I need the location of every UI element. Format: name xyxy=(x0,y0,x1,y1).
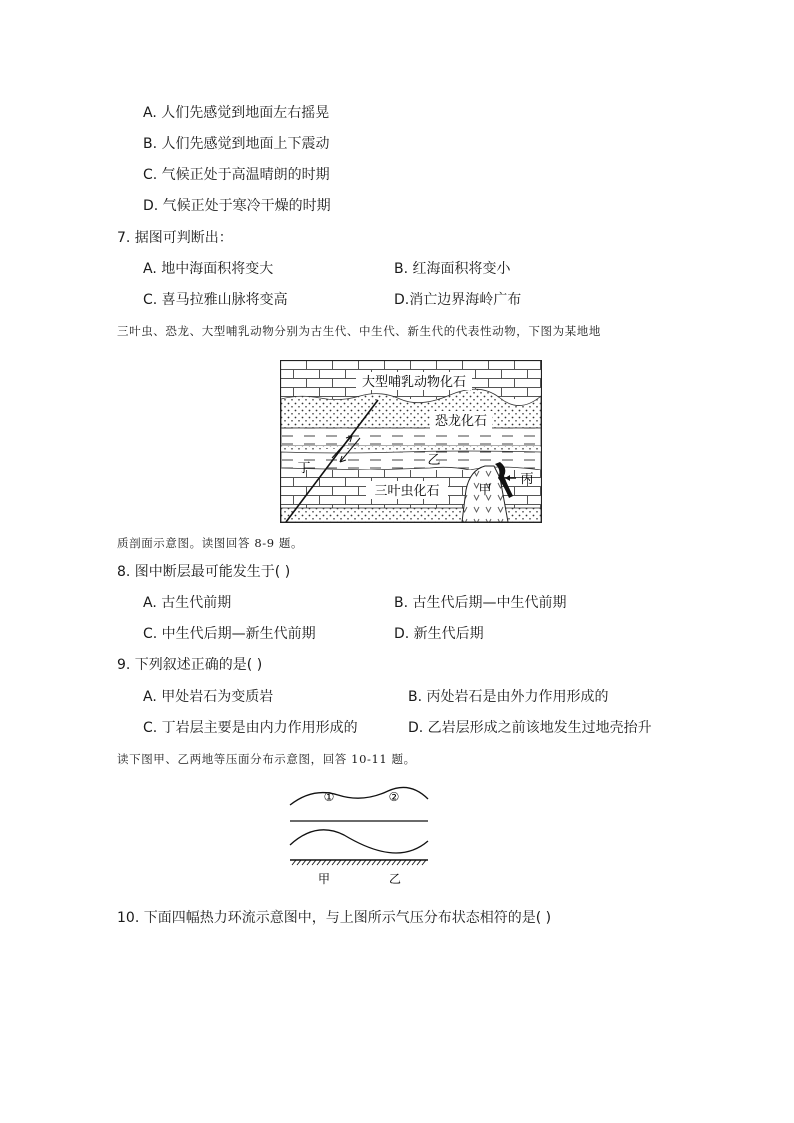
q8-option-a: A. 古生代前期 xyxy=(143,595,232,611)
q7-option-c: C. 喜马拉雅山脉将变高 xyxy=(143,292,288,308)
q9-stem: 9. 下列叙述正确的是( ) xyxy=(117,657,263,673)
q7-option-b: B. 红海面积将变小 xyxy=(394,261,511,277)
jia-label: 甲 xyxy=(478,483,492,498)
intro-10-11: 读下图甲、乙两地等压面分布示意图，回答 10-11 题。 xyxy=(117,752,416,766)
lower-isobar-curve xyxy=(290,830,428,853)
q7-stem: 7. 据图可判断出： xyxy=(117,230,233,246)
mark-2: ② xyxy=(388,790,400,804)
q6-option-c: C. 气候正处于高温晴朗的时期 xyxy=(143,167,330,183)
q10-stem: 10. 下面四幅热力环流示意图中，与上图所示气压分布状态相符的是( ) xyxy=(117,910,552,926)
yi-location-label: 乙 xyxy=(388,872,402,886)
q6-option-a: A. 人们先感觉到地面左右摇晃 xyxy=(143,105,330,121)
q8-stem: 8. 图中断层最可能发生于( ) xyxy=(117,564,291,580)
q9-option-d: D. 乙岩层形成之前该地发生过地壳抬升 xyxy=(408,720,652,736)
intro-8-9-line2: 质剖面示意图。读图回答 8-9 题。 xyxy=(117,536,304,550)
geologic-profile-svg xyxy=(280,360,542,523)
q9-option-a: A. 甲处岩石为变质岩 xyxy=(143,689,274,705)
isobar-figure xyxy=(288,783,430,889)
q8-option-d: D. 新生代后期 xyxy=(394,626,484,642)
isobar-svg xyxy=(288,783,430,889)
mark-1: ① xyxy=(323,790,335,804)
q9-option-b: B. 丙处岩石是由外力作用形成的 xyxy=(408,689,609,705)
intro-8-9-line1: 三叶虫、恐龙、大型哺乳动物分别为古生代、中生代、新生代的代表性动物，下图为某地地 xyxy=(117,324,601,338)
dinosaur-fossil-label: 恐龙化石 xyxy=(434,414,488,429)
yi-label: 乙 xyxy=(427,453,441,468)
trilobite-fossil-label: 三叶虫化石 xyxy=(374,484,440,499)
bing-label: 丙 xyxy=(520,472,534,487)
q7-option-a: A. 地中海面积将变大 xyxy=(143,261,274,277)
upper-isobar-curve xyxy=(290,787,428,805)
ding-label: 丁 xyxy=(297,461,311,476)
q7-option-d: D.消亡边界海岭广布 xyxy=(394,292,522,308)
q6-option-d: D. 气候正处于寒冷干燥的时期 xyxy=(143,198,331,214)
q6-option-b: B. 人们先感觉到地面上下震动 xyxy=(143,136,330,152)
mammal-fossil-label: 大型哺乳动物化石 xyxy=(361,375,467,390)
q8-option-c: C. 中生代后期—新生代前期 xyxy=(143,626,316,642)
upper-shale-layer xyxy=(281,428,541,446)
q9-option-c: C. 丁岩层主要是由内力作用形成的 xyxy=(143,720,358,736)
q8-option-b: B. 古生代后期—中生代前期 xyxy=(394,595,567,611)
geologic-profile-figure xyxy=(280,360,542,523)
jia-location-label: 甲 xyxy=(317,872,331,886)
